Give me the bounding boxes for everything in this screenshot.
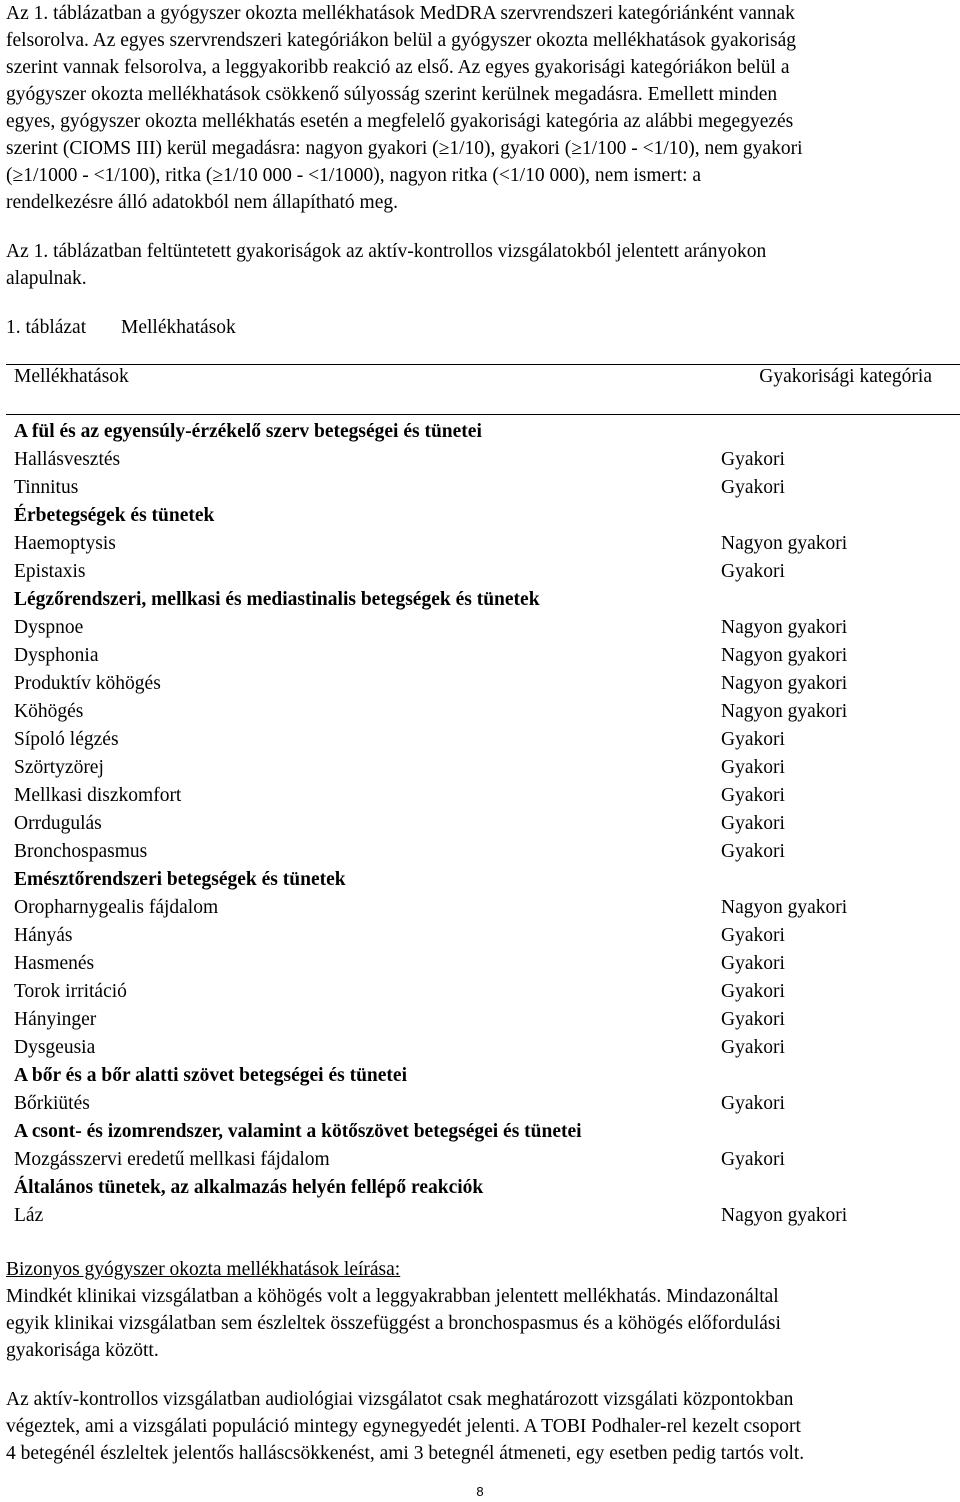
adverse-reaction: Bronchospasmus bbox=[14, 841, 148, 862]
intro-paragraph-2 bbox=[6, 238, 954, 292]
text-line: rendelkezésre álló adatokból nem állapítható meg. bbox=[6, 192, 399, 213]
adverse-reaction: Torok irritáció bbox=[14, 981, 127, 1002]
category-row bbox=[14, 502, 954, 530]
adverse-reaction: Orrdugulás bbox=[14, 813, 102, 834]
frequency-category: Gyakori bbox=[721, 925, 785, 946]
frequency-category: Gyakori bbox=[721, 981, 785, 1002]
table-header-rule bbox=[6, 414, 960, 415]
table-row bbox=[14, 474, 954, 502]
notes-heading: Bizonyos gyógyszer okozta mellékhatások leírása: bbox=[6, 1259, 401, 1280]
table-caption bbox=[6, 314, 954, 341]
adverse-reaction: Hallásvesztés bbox=[14, 449, 121, 470]
frequency-category: Nagyon gyakori bbox=[721, 701, 848, 722]
frequency-category: Gyakori bbox=[721, 561, 785, 582]
table-header bbox=[14, 366, 954, 393]
page-number: 8 bbox=[476, 1484, 484, 1499]
category-row bbox=[14, 1118, 954, 1146]
table-row bbox=[14, 726, 954, 754]
text-line: alapulnak. bbox=[6, 268, 87, 289]
table-row bbox=[14, 838, 954, 866]
adverse-reaction: Dyspnoe bbox=[14, 617, 84, 638]
table-row bbox=[14, 950, 954, 978]
category-label: A csont- és izomrendszer, valamint a kötőszövet betegségei és tünetei bbox=[14, 1121, 582, 1142]
text-line: szerint vannak felsorolva, a leggyakoribb reakció az első. Az egyes gyakorisági kategóriákon belül a bbox=[6, 57, 790, 78]
frequency-category: Nagyon gyakori bbox=[721, 673, 848, 694]
text-line: 4 betegénél észleltek jelentős halláscsökkenést, ami 3 betegnél átmeneti, egy esetben pedig tartós volt. bbox=[6, 1443, 805, 1464]
category-label: Légzőrendszeri, mellkasi és mediastinalis betegségek és tünetek bbox=[14, 589, 540, 610]
category-label: A fül és az egyensúly-érzékelő szerv betegségei és tünetei bbox=[14, 421, 482, 442]
table-row bbox=[14, 446, 954, 474]
frequency-category: Gyakori bbox=[721, 813, 785, 834]
adverse-reaction: Haemoptysis bbox=[14, 533, 116, 554]
frequency-category: Gyakori bbox=[721, 841, 785, 862]
table-row bbox=[14, 1090, 954, 1118]
category-label: Érbetegségek és tünetek bbox=[14, 505, 215, 526]
adverse-reaction: Mozgásszervi eredetű mellkasi fájdalom bbox=[14, 1149, 330, 1170]
column-header-frequency: Gyakorisági kategória bbox=[759, 366, 932, 387]
text-line: egyes, gyógyszer okozta mellékhatás esetén a megfelelő gyakorisági kategória az alábbi megegyezés bbox=[6, 111, 794, 132]
adverse-reaction: Láz bbox=[14, 1205, 44, 1226]
table-top-rule bbox=[6, 364, 960, 365]
frequency-category: Gyakori bbox=[721, 1149, 785, 1170]
frequency-category: Gyakori bbox=[721, 1009, 785, 1030]
category-row bbox=[14, 1174, 954, 1202]
table-row bbox=[14, 922, 954, 950]
frequency-category: Nagyon gyakori bbox=[721, 897, 848, 918]
adverse-reaction: Bőrkiütés bbox=[14, 1093, 90, 1114]
table-row bbox=[14, 530, 954, 558]
text-line: egyik klinikai vizsgálatban sem észleltek összefüggést a bronchospasmus és a köhögés előfordulási bbox=[6, 1313, 781, 1334]
table-row bbox=[14, 670, 954, 698]
frequency-category: Nagyon gyakori bbox=[721, 617, 848, 638]
table-row bbox=[14, 614, 954, 642]
table-number: 1. táblázat bbox=[6, 317, 87, 338]
table-row bbox=[14, 782, 954, 810]
table-row bbox=[14, 754, 954, 782]
table-row bbox=[14, 978, 954, 1006]
adverse-reaction: Dysphonia bbox=[14, 645, 99, 666]
frequency-category: Gyakori bbox=[721, 953, 785, 974]
adverse-reaction: Epistaxis bbox=[14, 561, 86, 582]
table-row bbox=[14, 698, 954, 726]
adverse-reaction: Mellkasi diszkomfort bbox=[14, 785, 182, 806]
adverse-reaction: Produktív köhögés bbox=[14, 673, 161, 694]
notes-section bbox=[6, 1256, 954, 1467]
table-row bbox=[14, 1034, 954, 1062]
adverse-reaction: Szörtyzörej bbox=[14, 757, 104, 778]
table-row bbox=[14, 1202, 954, 1230]
category-label: Emésztőrendszeri betegségek és tünetek bbox=[14, 869, 346, 890]
frequency-category: Nagyon gyakori bbox=[721, 1205, 848, 1226]
text-line: szerint (CIOMS III) kerül megadásra: nagyon gyakori (≥1/10), gyakori (≥1/100 - <1/10), nem gyakori bbox=[6, 138, 803, 159]
table-row bbox=[14, 810, 954, 838]
frequency-category: Nagyon gyakori bbox=[721, 645, 848, 666]
category-row bbox=[14, 866, 954, 894]
text-line: Az 1. táblázatban a gyógyszer okozta mellékhatások MedDRA szervrendszeri kategóriánként vannak bbox=[6, 3, 795, 24]
table-title: Mellékhatások bbox=[121, 317, 236, 338]
frequency-category: Gyakori bbox=[721, 449, 785, 470]
intro-paragraph-1 bbox=[6, 0, 954, 216]
table-row bbox=[14, 1146, 954, 1174]
notes-paragraph-2 bbox=[6, 1386, 954, 1467]
text-line: Az 1. táblázatban feltüntetett gyakoriságok az aktív-kontrollos vizsgálatokból jelentett arányokon bbox=[6, 241, 767, 262]
table-row bbox=[14, 642, 954, 670]
adverse-reaction: Hasmenés bbox=[14, 953, 95, 974]
frequency-category: Gyakori bbox=[721, 1093, 785, 1114]
document-page bbox=[6, 0, 954, 341]
frequency-category: Gyakori bbox=[721, 477, 785, 498]
text-line: (≥1/1000 - <1/100), ritka (≥1/10 000 - <1/1000), nagyon ritka (<1/10 000), nem ismert: a bbox=[6, 165, 702, 186]
adverse-reaction: Hányás bbox=[14, 925, 73, 946]
adverse-reaction: Tinnitus bbox=[14, 477, 79, 498]
category-label: A bőr és a bőr alatti szövet betegségei és tünetei bbox=[14, 1065, 407, 1086]
notes-paragraph-1 bbox=[6, 1283, 954, 1364]
text-line: Az aktív-kontrollos vizsgálatban audiológiai vizsgálatot csak meghatározott vizsgálati központokban bbox=[6, 1389, 794, 1410]
table-row bbox=[14, 1006, 954, 1034]
text-line: felsorolva. Az egyes szervrendszeri kategóriákon belül a gyógyszer okozta mellékhatások gyakoriság bbox=[6, 30, 797, 51]
table-row bbox=[14, 894, 954, 922]
adverse-reaction: Dysgeusia bbox=[14, 1037, 96, 1058]
frequency-category: Gyakori bbox=[721, 785, 785, 806]
text-line: gyakorisága között. bbox=[6, 1340, 159, 1361]
frequency-category: Gyakori bbox=[721, 1037, 785, 1058]
frequency-category: Gyakori bbox=[721, 757, 785, 778]
text-line: gyógyszer okozta mellékhatások csökkenő súlyosság szerint kerülnek megadásra. Emellett minden bbox=[6, 84, 778, 105]
text-line: Mindkét klinikai vizsgálatban a köhögés volt a leggyakrabban jelentett mellékhatás. Mindazonáltal bbox=[6, 1286, 779, 1307]
text-line: végeztek, ami a vizsgálati populáció mintegy egynegyedét jelenti. A TOBI Podhaler-rel kezelt csoport bbox=[6, 1416, 801, 1437]
adverse-reaction: Oropharnygealis fájdalom bbox=[14, 897, 219, 918]
table-row bbox=[14, 558, 954, 586]
category-row bbox=[14, 586, 954, 614]
column-header-term: Mellékhatások bbox=[14, 366, 129, 387]
adverse-reaction: Köhögés bbox=[14, 701, 84, 722]
frequency-category: Nagyon gyakori bbox=[721, 533, 848, 554]
category-label: Általános tünetek, az alkalmazás helyén fellépő reakciók bbox=[14, 1177, 484, 1198]
adverse-reaction: Hányinger bbox=[14, 1009, 97, 1030]
frequency-category: Gyakori bbox=[721, 729, 785, 750]
table-body bbox=[14, 418, 954, 1230]
adverse-reaction: Sípoló légzés bbox=[14, 729, 119, 750]
category-row bbox=[14, 418, 954, 446]
category-row bbox=[14, 1062, 954, 1090]
